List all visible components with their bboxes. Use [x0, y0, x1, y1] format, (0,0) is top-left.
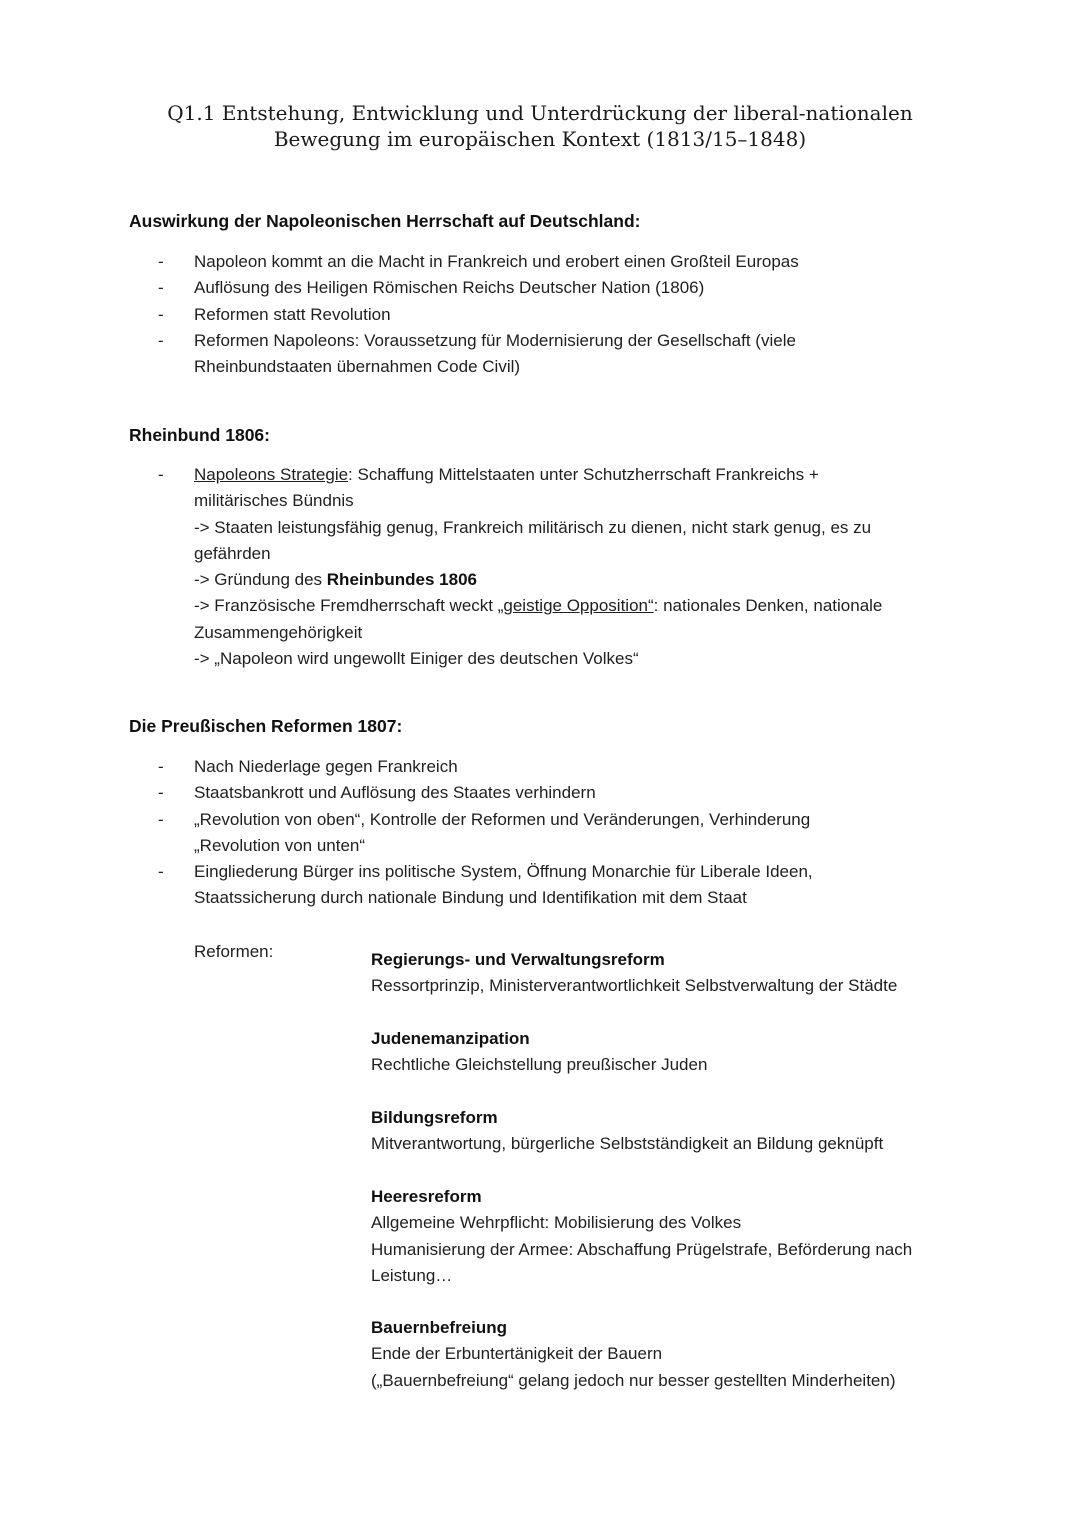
napoleon-list [158, 249, 958, 380]
document-title [0, 100, 1080, 152]
reform-title: Bauernbefreiung [371, 1318, 508, 1337]
strategy-label: Napoleons Strategie [194, 465, 349, 484]
list-item: - „Revolution von oben“, Kontrolle der Reformen und Veränderungen, Verhinderung „Revolution von unten“ [158, 807, 958, 860]
list-item: - Eingliederung Bürger ins politische System, Öffnung Monarchie für Liberale Ideen, Staatssicherung durch nationale Bindung und Identifikation mit dem Staat [158, 859, 958, 912]
dash-bullet: - [158, 862, 164, 882]
rheinbund-list [158, 462, 958, 672]
reform-bauern: Bauernbefreiung Ende der Erbuntertänigkeit der Bauern („Bauernbefreiung“ gelang jedoch nur besser gestellten Minderheiten) [371, 1315, 981, 1394]
reforms-label: Reformen: [194, 942, 274, 961]
list-item: - Auflösung des Heiligen Römischen Reichs Deutscher Nation (1806) [158, 275, 958, 301]
reform-title: Judenemanzipation [371, 1029, 530, 1048]
title-line-1: Q1.1 Entstehung, Entwicklung und Unterdrückung der liberal-nationalen [167, 101, 913, 125]
dash-bullet: - [158, 278, 164, 298]
title-line-2: Bewegung im europäischen Kontext (1813/15–1848) [273, 127, 807, 151]
geistige-opposition: „geistige Opposition“ [497, 596, 654, 616]
reform-title: Bildungsreform [371, 1108, 498, 1127]
dash-bullet: - [158, 809, 164, 829]
dash-bullet: - [158, 465, 164, 484]
reform-verwaltung: Regierungs- und Verwaltungsreform Ressortprinzip, Ministerverantwortlichkeit Selbstverwaltung der Städte [371, 947, 981, 1000]
reform-heer: Heeresreform Allgemeine Wehrpflicht: Mobilisierung des Volkes Humanisierung der Armee: Abschaffung Prügelstrafe, Beförderung nach Leistung… [371, 1184, 981, 1289]
list-item: - Napoleons Strategie: Schaffung Mittelstaaten unter Schutzherrschaft Frankreichs + militärisches Bündnis -> Staaten leistungsfähig genug, Frankreich militärisch zu dienen, nicht stark genug, es zu gefährden -> Gründung des Rheinbundes 1806 -> Französische Fremdherrschaft weckt „geistige Opposition“: nationales Denken, nationale Zusammengehörigkeit -> „Napoleon wird ungewollt Einiger des deutschen Volkes“ [158, 462, 958, 672]
section-heading-napoleon: Auswirkung der Napoleonischen Herrschaft auf Deutschland: [129, 211, 641, 231]
list-item: - Napoleon kommt an die Macht in Frankreich und erobert einen Großteil Europas [158, 249, 958, 275]
dash-bullet: - [158, 330, 164, 350]
dash-bullet: - [158, 757, 164, 776]
rheinbund-bold: Rheinbundes 1806 [326, 570, 477, 590]
dash-bullet: - [158, 252, 164, 271]
reform-bildung: Bildungsreform Mitverantwortung, bürgerliche Selbstständigkeit an Bildung geknüpft [371, 1105, 981, 1158]
preussen-list [158, 754, 958, 912]
reform-title: Heeresreform [371, 1187, 482, 1206]
list-item: - Staatsbankrott und Auflösung des Staates verhindern [158, 780, 958, 806]
list-item: - Nach Niederlage gegen Frankreich [158, 754, 958, 780]
list-item: - Reformen Napoleons: Voraussetzung für Modernisierung der Gesellschaft (viele Rheinbundstaaten übernahmen Code Civil) [158, 328, 958, 381]
reform-title: Regierungs- und Verwaltungsreform [371, 950, 665, 969]
section-heading-rheinbund: Rheinbund 1806: [129, 425, 270, 445]
reform-juden: Judenemanzipation Rechtliche Gleichstellung preußischer Juden [371, 1026, 981, 1079]
dash-bullet: - [158, 304, 164, 324]
section-heading-preussen: Die Preußischen Reformen 1807: [129, 716, 403, 736]
dash-bullet: - [158, 783, 164, 803]
list-item: - Reformen statt Revolution [158, 302, 958, 328]
